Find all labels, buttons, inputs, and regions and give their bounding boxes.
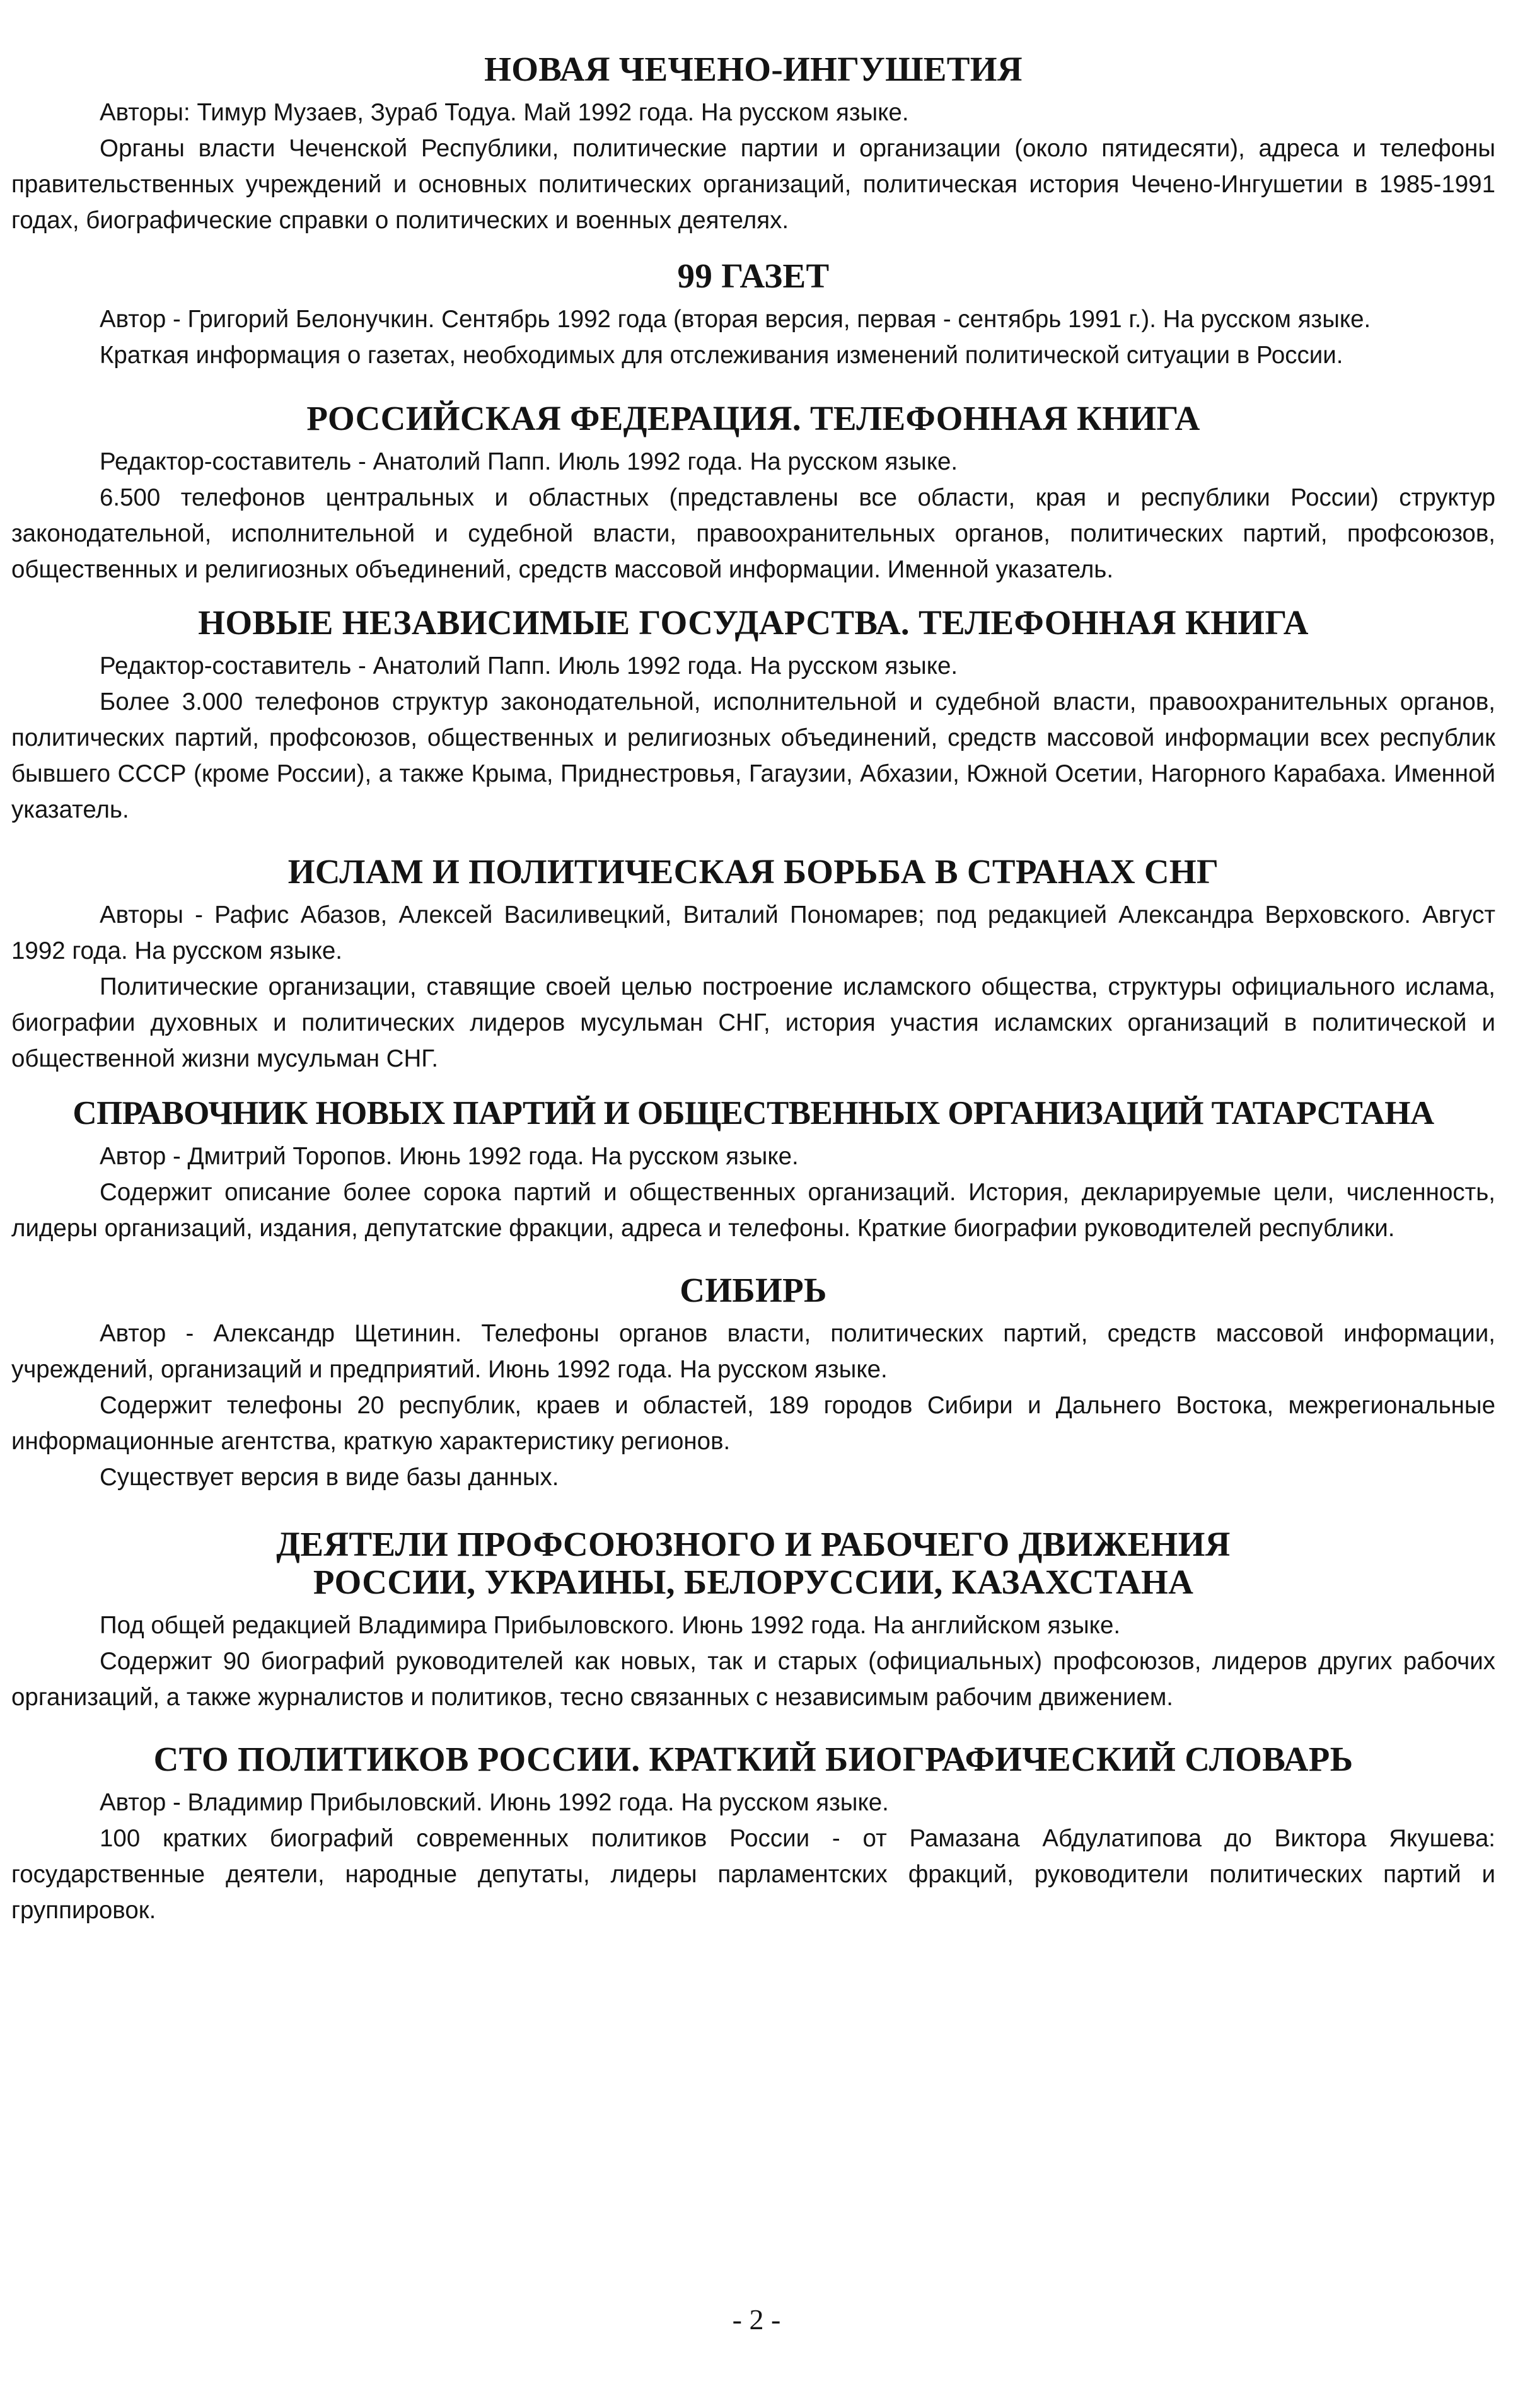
entry-authors: Авторы - Рафис Абазов, Алексей Василивецкий, Виталий Пономарев; под редакцией Александра Верховского. Август 1992 года. На русском языке. [11, 901, 1495, 964]
entry-siberia [11, 1271, 1495, 1495]
entry-authors: Редактор-составитель - Анатолий Папп. Июль 1992 года. На русском языке. [100, 448, 958, 475]
entry-99-newspapers [11, 257, 1495, 373]
entry-description: Краткая информация о газетах, необходимых для отслеживания изменений политической ситуации в России. [100, 342, 1343, 369]
entry-authors: Под общей редакцией Владимира Прибыловского. Июнь 1992 года. На английском языке. [100, 1612, 1121, 1639]
entry-new-independent-states-phonebook [11, 604, 1495, 828]
entry-authors: Авторы: Тимур Музаев, Зураб Тодуа. Май 1992 года. На русском языке. [100, 99, 909, 126]
entry-authors: Автор - Александр Щетинин. Телефоны органов власти, политических партий, средств массовой информации, учреждений, организаций и предприятий. Июнь 1992 года. На русском языке. [11, 1320, 1495, 1383]
entry-authors: Автор - Дмитрий Торопов. Июнь 1992 года. На русском языке. [100, 1143, 799, 1170]
entry-title: НОВЫЕ НЕЗАВИСИМЫЕ ГОСУДАРСТВА. ТЕЛЕФОННАЯ КНИГА [198, 603, 1309, 642]
entry-description: 100 кратких биографий современных политиков России - от Рамазана Абдулатипова до Виктора Якушева: государственные деятели, народные депутаты, лидеры парламентских фракций, руководители политических партий и группировок. [11, 1825, 1495, 1924]
entry-description: Содержит описание более сорока партий и общественных организаций. История, декларируемые цели, численность, лидеры организаций, издания, депутатские фракции, адреса и телефоны. Краткие биографии руководителей республики. [11, 1179, 1495, 1242]
entry-title: СПРАВОЧНИК НОВЫХ ПАРТИЙ И ОБЩЕСТВЕННЫХ ОРГАНИЗАЦИЙ ТАТАРСТАНА [72, 1095, 1434, 1132]
entry-title: ИСЛАМ И ПОЛИТИЧЕСКАЯ БОРЬБА В СТРАНАХ СНГ [287, 852, 1219, 891]
entry-description: Органы власти Чеченской Республики, политические партии и организации (около пятидесяти), адреса и телефоны правительственных учреждений и основных политических организаций, политическая история Чечено-Ингушетии в 1985-1991 годах, биографические справки о политических и военных деятелях. [11, 135, 1495, 234]
entry-tatarstan-parties-handbook [11, 1094, 1495, 1246]
entry-russian-federation-phonebook [11, 400, 1495, 588]
document-page [11, 50, 1495, 1928]
entry-authors: Редактор-составитель - Анатолий Папп. Июль 1992 года. На русском языке. [100, 652, 958, 680]
entry-authors: Автор - Владимир Прибыловский. Июнь 1992 года. На русском языке. [100, 1789, 889, 1816]
entry-chechen-ingushetia [11, 50, 1495, 238]
entry-trade-union-leaders [11, 1525, 1495, 1715]
entry-description: Содержит 90 биографий руководителей как новых, так и старых (официальных) профсоюзов, лидеров других рабочих организаций, а также журналистов и политиков, тесно связанных с независимым рабочим движением. [11, 1648, 1495, 1711]
entry-title: НОВАЯ ЧЕЧЕНО-ИНГУШЕТИЯ [484, 50, 1023, 88]
entry-authors: Автор - Григорий Белонучкин. Сентябрь 1992 года (вторая версия, первая - сентябрь 1991 г.). На русском языке. [100, 306, 1371, 333]
entry-title: ДЕЯТЕЛИ ПРОФСОЮЗНОГО И РАБОЧЕГО ДВИЖЕНИЯ РОССИИ, УКРАИНЫ, БЕЛОРУССИИ, КАЗАХСТАНА [276, 1525, 1231, 1601]
entry-description: Содержит телефоны 20 республик, краев и областей, 189 городов Сибири и Дальнего Востока, межрегиональные информационные агентства, краткую характеристику регионов. [11, 1392, 1495, 1455]
entry-title: СИБИРЬ [680, 1271, 827, 1309]
entry-title: СТО ПОЛИТИКОВ РОССИИ. КРАТКИЙ БИОГРАФИЧЕСКИЙ СЛОВАРЬ [153, 1740, 1354, 1778]
entry-hundred-politicians [11, 1740, 1495, 1928]
entry-description: Политические организации, ставящие своей целью построение исламского общества, структуры официального ислама, биографии духовных и политических лидеров мусульман СНГ, история участия исламских организаций в политической и общественной жизни мусульман СНГ. [11, 973, 1495, 1072]
entry-islam-political-struggle [11, 853, 1495, 1077]
entry-description: 6.500 телефонов центральных и областных (представлены все области, края и республики России) структур законодательной, исполнительной и судебной власти, правоохранительных органов, политических партий, профсоюзов, общественных и религиозных объединений, средств массовой информации. Именной указатель. [11, 484, 1495, 583]
entry-note: Существует версия в виде базы данных. [100, 1464, 559, 1491]
entry-title: 99 ГАЗЕТ [677, 257, 830, 295]
entry-description: Более 3.000 телефонов структур законодательной, исполнительной и судебной власти, правоохранительных органов, политических партий, профсоюзов, общественных и религиозных объединений, средств массовой информации всех республик бывшего СССР (кроме России), а также Крыма, Приднестровья, Гагаузии, Абхазии, Южной Осетии, Нагорного Карабаха. Именной указатель. [11, 688, 1495, 823]
page-number: - 2 - [732, 2303, 781, 2336]
entry-title: РОССИЙСКАЯ ФЕДЕРАЦИЯ. ТЕЛЕФОННАЯ КНИГА [306, 399, 1200, 437]
